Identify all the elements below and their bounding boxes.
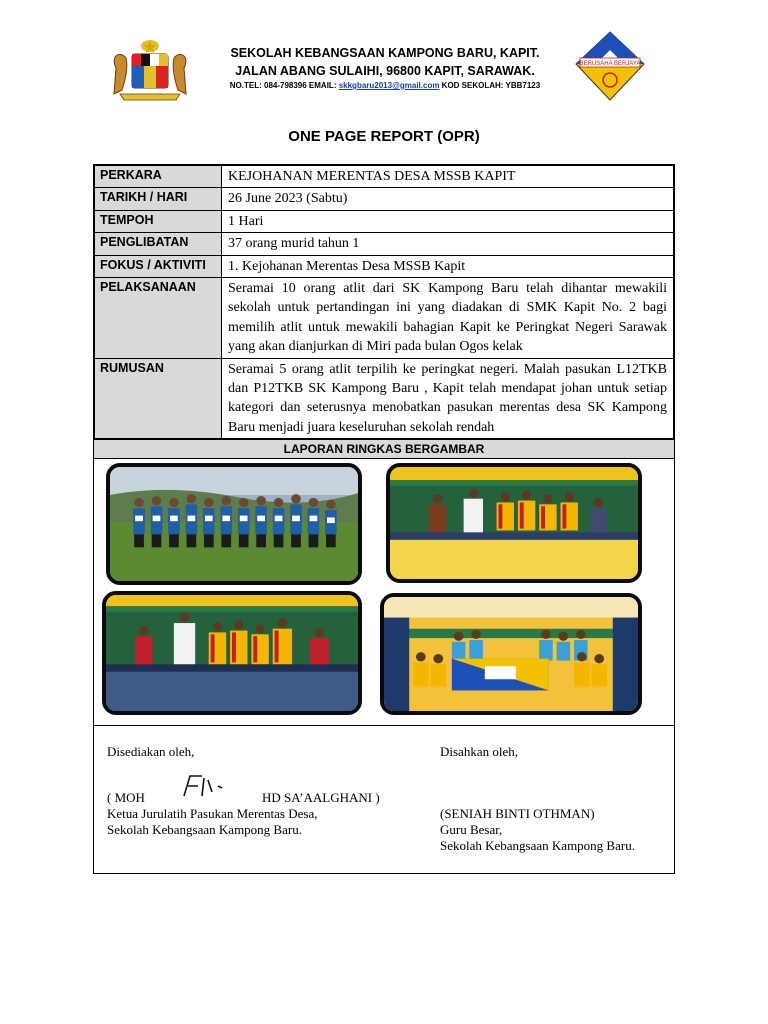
label-rumusan: RUMUSAN <box>95 358 222 439</box>
value-pelaksanaan: Seramai 10 orang atlit dari SK Kampong Baru telah dihantar mewakili sekolah untuk pertandingan ini yang diadakan di SMK Kapit No. 2 bagi memilih atlit untuk mewakili bahagian Kapit ke Peringkat Negeri Sarawak yang akan dianjurkan di Miri pada bulan Ogos kelak <box>222 278 674 359</box>
school-name: SEKOLAH KEBANGSAAN KAMPONG BARU, KAPIT. <box>230 46 540 60</box>
value-penglibatan: 37 orang murid tahun 1 <box>222 233 674 255</box>
report-title: ONE PAGE REPORT (OPR) <box>288 128 480 145</box>
section-title-bar: LAPORAN RINGKAS BERGAMBAR <box>94 439 674 459</box>
email-link[interactable]: skkgbaru2013@gmail.com <box>338 81 440 90</box>
value-tempoh: 1 Hari <box>222 210 674 232</box>
value-rumusan: Seramai 5 orang atlit terpilih ke peringkat negeri. Malah pasukan L12TKB dan P12TKB SK Kampong Baru , Kapit telah mendapat johan untuk setiap kategori dan seterusnya menobatkan pasukan merentas desa SK Kampong Baru menjadi juara keseluruhan sekolah rendah <box>222 358 674 439</box>
malaysia-coat-of-arms <box>106 38 194 104</box>
prepared-by-role: Ketua Jurulatih Pasukan Merentas Desa, <box>107 806 318 821</box>
prepared-by-org: Sekolah Kebangsaan Kampong Baru. <box>107 822 302 837</box>
contact-text: NO.TEL: 084-798396 EMAIL: <box>229 81 339 90</box>
approved-by-org: Sekolah Kebangsaan Kampong Baru. <box>440 838 635 853</box>
school-header <box>200 44 570 92</box>
label-penglibatan: PENGLIBATAN <box>95 233 222 255</box>
prepared-by-heading: Disediakan oleh, <box>107 744 195 759</box>
row-pelaksanaan <box>95 278 674 359</box>
school-contact <box>200 80 570 92</box>
photo-team-banner <box>380 593 642 715</box>
value-fokus: 1. Kejohanan Merentas Desa MSSB Kapit <box>222 255 674 277</box>
row-perkara <box>95 166 674 188</box>
label-tarikh: TARIKH / HARI <box>95 188 222 210</box>
value-tarikh: 26 June 2023 (Sabtu) <box>222 188 674 210</box>
prepared-by-name-start: ( MOH <box>107 790 145 805</box>
approved-by-role: Guru Besar, <box>440 822 503 837</box>
approved-by-name: (SENIAH BINTI OTHMAN) <box>440 806 595 821</box>
section-divider <box>94 725 674 726</box>
report-info-table <box>94 165 674 439</box>
label-tempoh: TEMPOH <box>95 210 222 232</box>
logo-motto: BERUSAHA BERJAYA <box>579 61 641 67</box>
value-perkara: KEJOHANAN MERENTAS DESA MSSB KAPIT <box>222 166 674 188</box>
photo-prize-ceremony-2 <box>102 591 362 715</box>
row-fokus <box>95 255 674 277</box>
photo-prize-ceremony-1 <box>386 463 642 583</box>
school-logo <box>574 30 646 104</box>
label-fokus: FOKUS / AKTIVITI <box>95 255 222 277</box>
row-penglibatan <box>95 233 674 255</box>
school-address: JALAN ABANG SULAIHI, 96800 KAPIT, SARAWAK. <box>235 64 535 78</box>
label-pelaksanaan: PELAKSANAAN <box>95 278 222 359</box>
row-tarikh <box>95 188 674 210</box>
row-rumusan <box>95 358 674 439</box>
signature-scribble <box>146 766 262 806</box>
approved-by-heading: Disahkan oleh, <box>440 744 518 759</box>
school-code: KOD SEKOLAH: YBB7123 <box>439 81 541 90</box>
label-perkara: PERKARA <box>95 166 222 188</box>
prepared-by-name-end: HD SA’AALGHANI ) <box>262 790 380 805</box>
row-tempoh <box>95 210 674 232</box>
photo-athletes-field <box>106 463 362 585</box>
